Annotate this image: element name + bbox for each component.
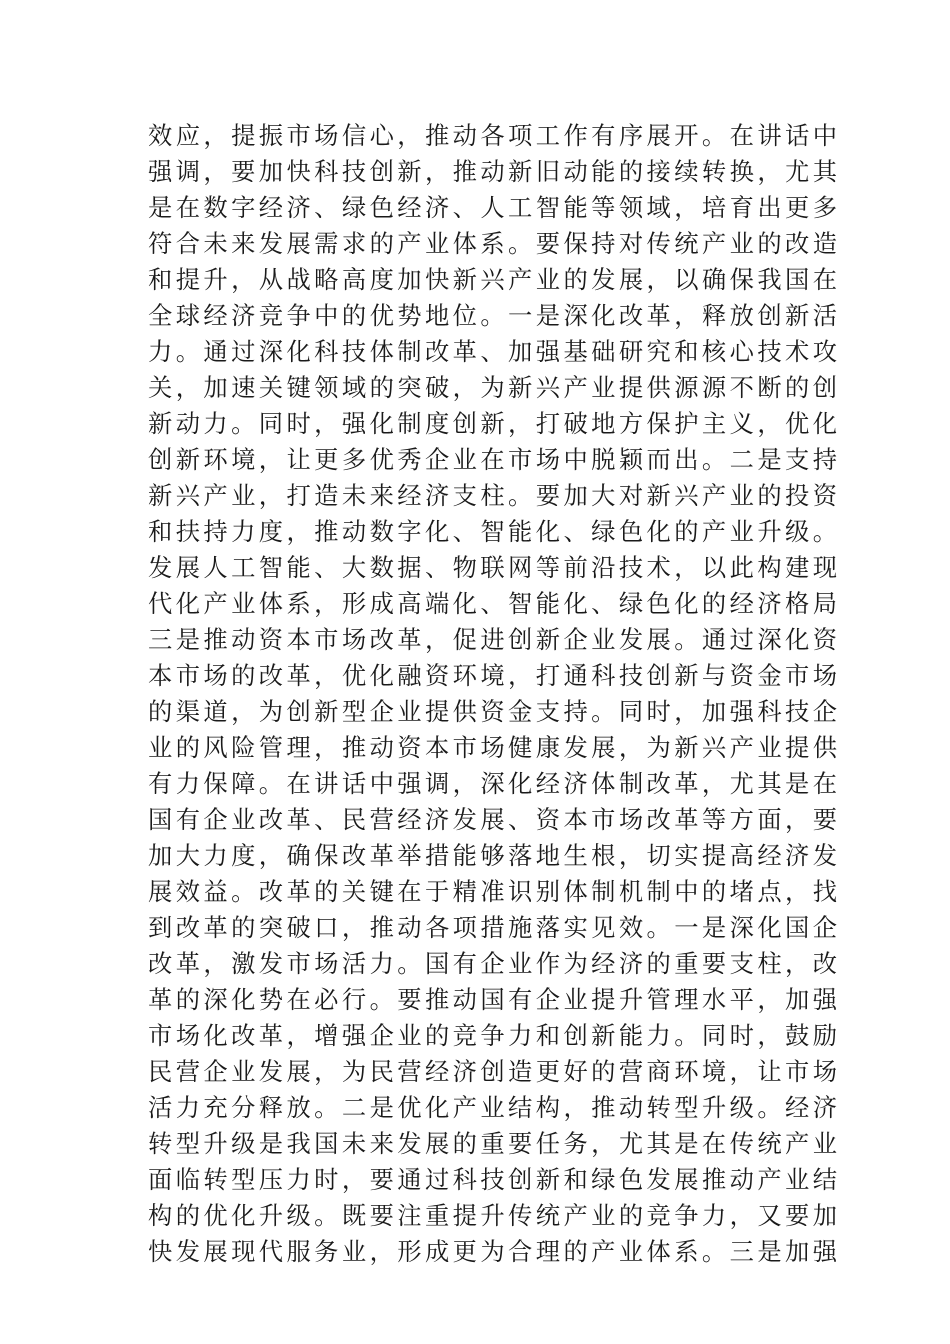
text-line: 民营企业发展，为民营经济创造更好的营商环境，让市场 (148, 1057, 841, 1086)
text-line: 新兴产业，打造未来经济支柱。要加大对新兴产业的投资 (148, 481, 841, 510)
text-line: 活力充分释放。二是优化产业结构，推动转型升级。经济 (148, 1093, 841, 1122)
text-line: 发展人工智能、大数据、物联网等前沿技术，以此构建现 (148, 553, 841, 582)
text-line: 是在数字经济、绿色经济、人工智能等领域，培育出更多 (148, 193, 841, 222)
text-line: 快发展现代服务业，形成更为合理的产业体系。三是加强 (148, 1237, 841, 1266)
text-line: 展效益。改革的关键在于精准识别体制机制中的堵点，找 (148, 877, 841, 906)
text-line: 面临转型压力时，要通过科技创新和绿色发展推动产业结 (148, 1165, 841, 1194)
text-line: 有力保障。在讲话中强调，深化经济体制改革，尤其是在 (148, 769, 841, 798)
text-line: 构的优化升级。既要注重提升传统产业的竞争力，又要加 (148, 1201, 841, 1230)
text-line: 三是推动资本市场改革，促进创新企业发展。通过深化资 (148, 625, 841, 654)
text-line: 市场化改革，增强企业的竞争力和创新能力。同时，鼓励 (148, 1021, 841, 1050)
text-line: 全球经济竞争中的优势地位。一是深化改革，释放创新活 (148, 301, 841, 330)
text-line: 国有企业改革、民营经济发展、资本市场改革等方面，要 (148, 805, 841, 834)
text-line: 强调，要加快科技创新，推动新旧动能的接续转换，尤其 (148, 157, 841, 186)
text-line: 加大力度，确保改革举措能够落地生根，切实提高经济发 (148, 841, 841, 870)
text-line: 改革，激发市场活力。国有企业作为经济的重要支柱，改 (148, 949, 841, 978)
text-line: 创新环境，让更多优秀企业在市场中脱颖而出。二是支持 (148, 445, 841, 474)
text-line: 符合未来发展需求的产业体系。要保持对传统产业的改造 (148, 229, 841, 258)
text-line: 业的风险管理，推动资本市场健康发展，为新兴产业提供 (148, 733, 841, 762)
text-line: 新动力。同时，强化制度创新，打破地方保护主义，优化 (148, 409, 841, 438)
text-line: 和扶持力度，推动数字化、智能化、绿色化的产业升级。 (148, 517, 841, 546)
body-text (148, 118, 841, 1270)
text-line: 力。通过深化科技体制改革、加强基础研究和核心技术攻 (148, 337, 841, 366)
text-line: 本市场的改革，优化融资环境，打通科技创新与资金市场 (148, 661, 841, 690)
text-line: 代化产业体系，形成高端化、智能化、绿色化的经济格局 (148, 589, 841, 618)
text-line: 到改革的突破口，推动各项措施落实见效。一是深化国企 (148, 913, 841, 942)
text-line: 关，加速关键领域的突破，为新兴产业提供源源不断的创 (148, 373, 841, 402)
text-line: 转型升级是我国未来发展的重要任务，尤其是在传统产业 (148, 1129, 841, 1158)
text-line: 的渠道，为创新型企业提供资金支持。同时，加强科技企 (148, 697, 841, 726)
text-line: 和提升，从战略高度加快新兴产业的发展，以确保我国在 (148, 265, 841, 294)
text-line: 效应，提振市场信心，推动各项工作有序展开。在讲话中 (148, 121, 841, 150)
text-line: 革的深化势在必行。要推动国有企业提升管理水平，加强 (148, 985, 841, 1014)
